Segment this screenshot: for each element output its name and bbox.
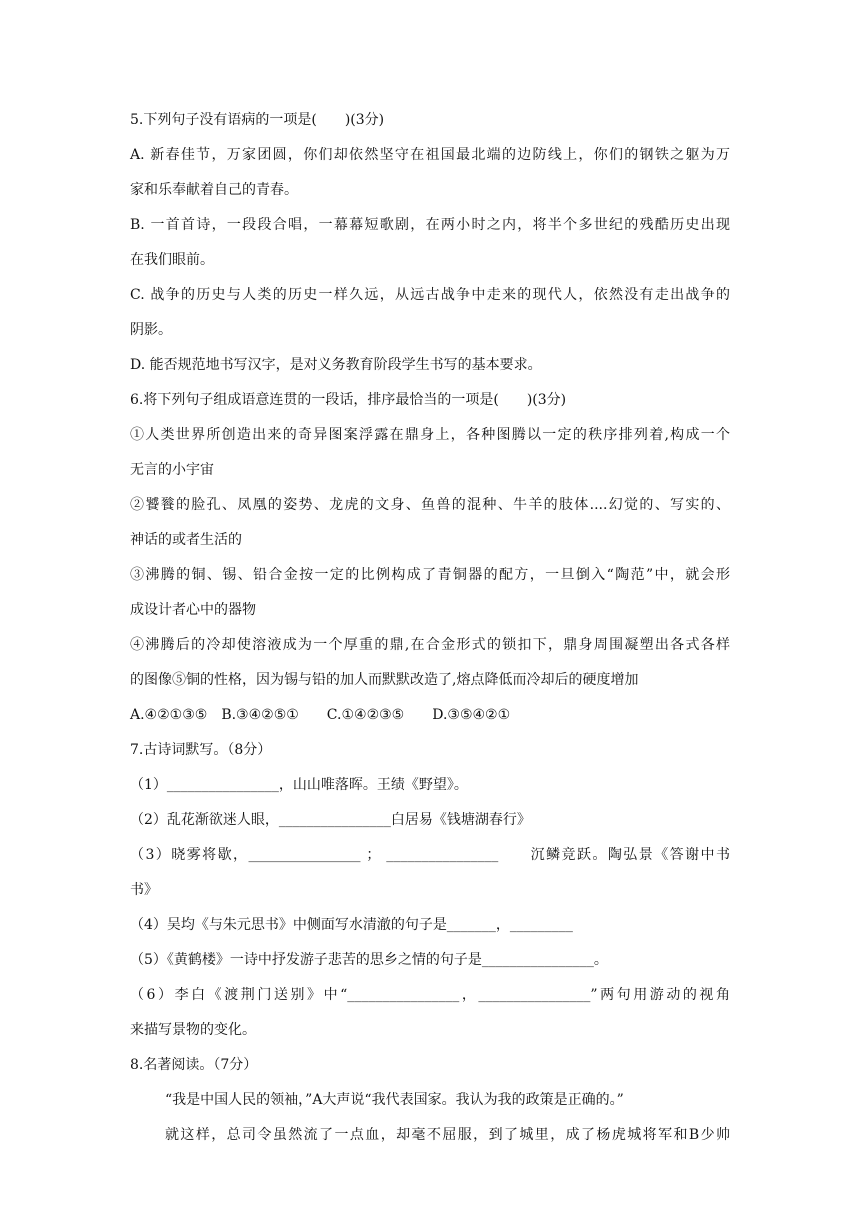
q7-item-3-line1: （3）晓雾将歇，________________ ； ________________ 沉鳞竞跃。陶弘景《答谢中书 — [130, 847, 730, 863]
q5-option-d: D. 能否规范地书写汉字，是对义务教育阶段学生书写的基本要求。 — [130, 357, 542, 373]
q7-stem: 7.古诗词默写。（8分） — [130, 742, 272, 758]
q7-item-6-line2: 来描写景物的变化。 — [130, 1022, 256, 1038]
q8-stem: 8.名著阅读。（7分） — [130, 1057, 258, 1073]
q7-item-6-line1: （6）李白《渡荆门送别》中“________________，________________”两句用游动的视角 — [130, 987, 730, 1003]
q5-stem: 5.下列句子没有语病的一项是( )(3分) — [130, 112, 385, 128]
q5-option-b-line1: B. 一首首诗，一段段合唱，一幕幕短歌剧，在两小时之内，将半个多世纪的残酷历史出现 — [130, 217, 730, 233]
q5-option-b-line2: 在我们眼前。 — [130, 252, 214, 268]
q6-sentence-4-line1: ④沸腾后的冷却使溶液成为一个厚重的鼎,在合金形式的锁扣下，鼎身周围凝塑出各式各样 — [130, 637, 730, 653]
q5-option-a-line1: A. 新春佳节，万家团圆，你们却依然坚守在祖国最北端的边防线上，你们的钢铁之躯为万 — [130, 147, 730, 163]
q5-option-c-line2: 阴影。 — [130, 322, 172, 338]
q6-options: A.④②①③⑤ B.③④②⑤① C.①④②③⑤ D.③⑤④②① — [130, 707, 511, 723]
q7-item-3-line2: 书》 — [130, 882, 158, 898]
q5-option-c-line1: C. 战争的历史与人类的历史一样久远，从远古战争中走来的现代人，依然没有走出战争的 — [130, 287, 730, 303]
q6-sentence-2-line1: ②饕餮的脸孔、凤凰的姿势、龙虎的文身、鱼兽的混种、牛羊的肢体....幻觉的、写实的、 — [130, 497, 730, 513]
q8-passage-line1: “我是中国人民的领袖，”A大声说“我代表国家。我认为我的政策是正确的。” — [165, 1092, 624, 1108]
q8-passage-line2: 就这样，总司令虽然流了一点血，却毫不屈服，到了城里，成了杨虎城将军和B少帅 — [165, 1127, 730, 1143]
q6-sentence-3-line1: ③沸腾的铜、锡、铅合金按一定的比例构成了青铜器的配方，一旦倒入“陶范”中，就会形 — [130, 567, 730, 583]
q6-sentence-2-line2: 神话的或者生活的 — [130, 532, 242, 548]
q7-item-2: （2）乱花渐欲迷人眼，________________白居易《钱塘湖春行》 — [130, 812, 531, 828]
q7-item-1: （1）________________，山山唯落晖。王绩《野望》。 — [130, 777, 468, 793]
q6-sentence-1-line2: 无言的小宇宙 — [130, 462, 214, 478]
q6-stem: 6.将下列句子组成语意连贯的一段话，排序最恰当的一项是( )(3分) — [130, 392, 567, 408]
q6-sentence-4-line2: 的图像⑤铜的性格，因为锡与铅的加人而默默改造了,熔点降低而冷却后的硬度增加 — [130, 672, 639, 688]
q7-item-4: （4）吴均《与朱元思书》中侧面写水清澈的句子是_______，_________ — [130, 917, 573, 933]
q5-option-a-line2: 家和乐奉献着自己的青春。 — [130, 182, 298, 198]
q6-sentence-3-line2: 成设计者心中的器物 — [130, 602, 256, 618]
q6-sentence-1-line1: ①人类世界所创造出来的奇异图案浮露在鼎身上，各种图腾以一定的秩序排列着,构成一个 — [130, 427, 730, 443]
q7-item-5: （5）《黄鹤楼》一诗中抒发游子悲苦的思乡之情的句子是________________。 — [130, 952, 608, 968]
